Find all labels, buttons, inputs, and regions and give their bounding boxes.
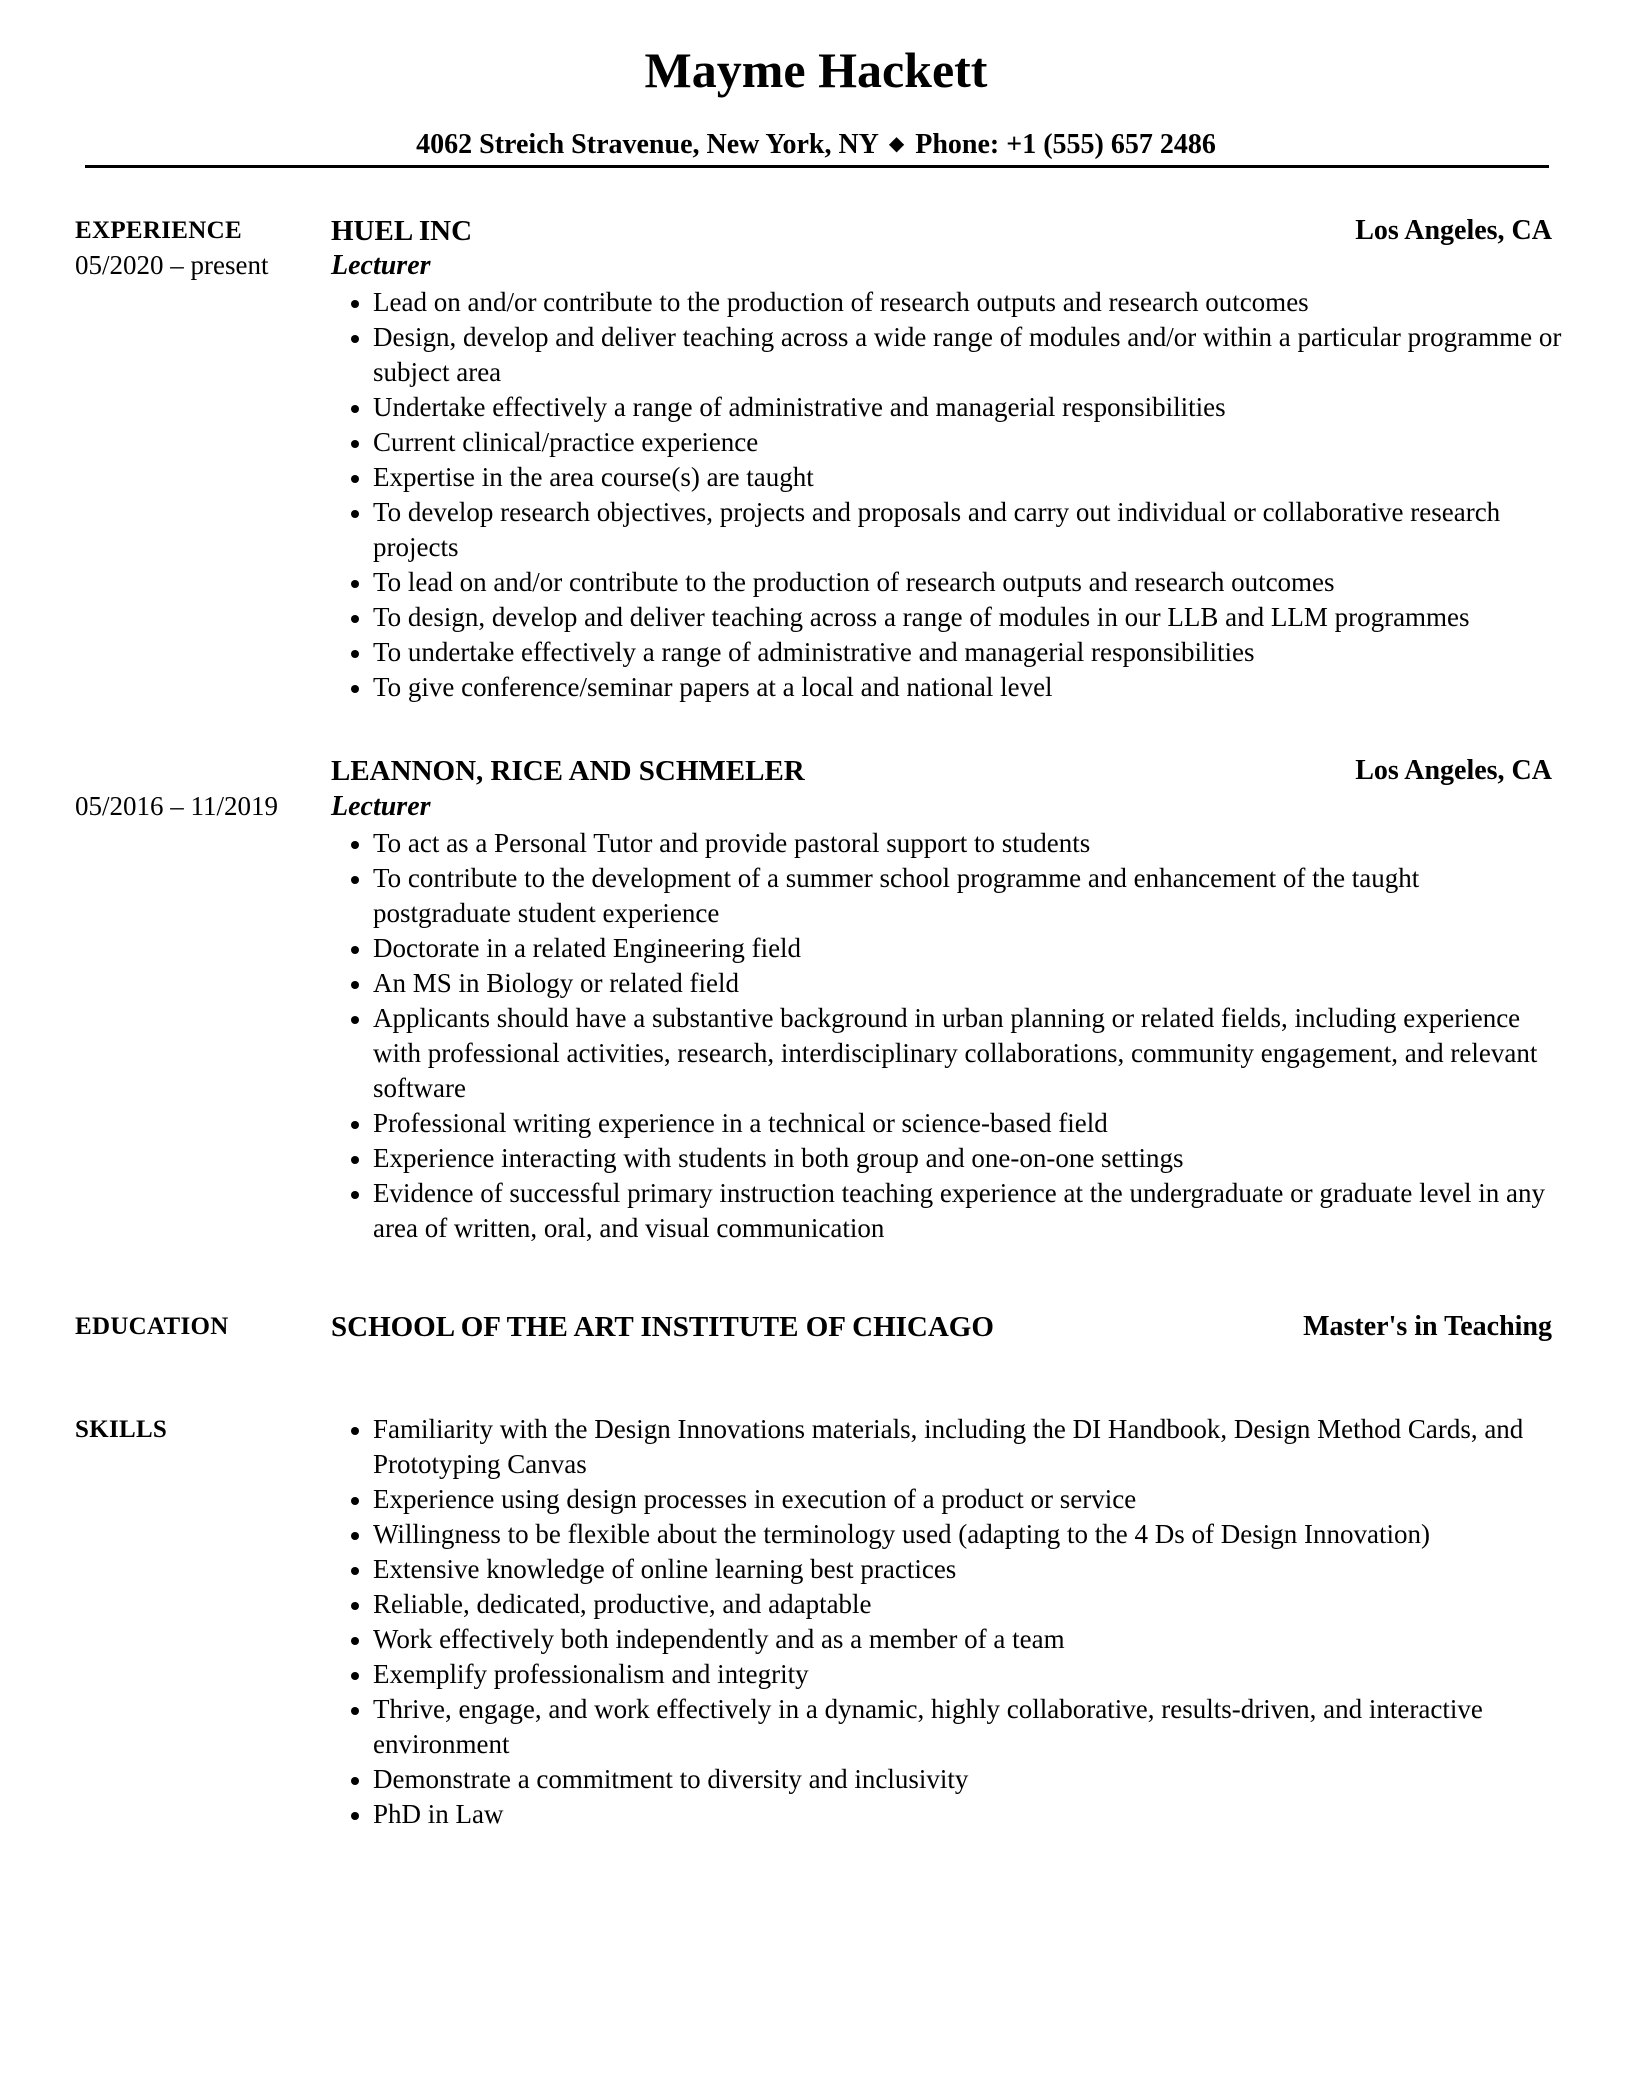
list-item: Applicants should have a substantive background in urban planning or related fields, including experience with professional activities, research, interdisciplinary collaborations, community engagement, and relevant software (373, 1001, 1563, 1106)
skills-bullets (373, 1412, 1563, 1832)
education-section-label: EDUCATION (75, 1313, 229, 1340)
list-item: Work effectively both independently and as a member of a team (373, 1622, 1563, 1657)
list-item: Undertake effectively a range of administrative and managerial responsibilities (373, 390, 1563, 425)
job-1-employer: HUEL INC (331, 215, 473, 247)
job-2-employer: LEANNON, RICE AND SCHMELER (331, 755, 805, 787)
list-item: Reliable, dedicated, productive, and adaptable (373, 1587, 1563, 1622)
diamond-separator-icon: ◆ (888, 133, 905, 155)
list-item: An MS in Biology or related field (373, 966, 1563, 1001)
list-item: Lead on and/or contribute to the production of research outputs and research outcomes (373, 285, 1563, 320)
job-1-bullets (373, 285, 1563, 705)
job-2-dates: 05/2016 – 11/2019 (75, 791, 279, 821)
list-item: Familiarity with the Design Innovations materials, including the DI Handbook, Design Method Cards, and Prototyping Canvas (373, 1412, 1563, 1482)
list-item: Expertise in the area course(s) are taught (373, 460, 1563, 495)
education-degree: Master's in Teaching (1303, 1311, 1552, 1342)
list-item: To undertake effectively a range of administrative and managerial responsibilities (373, 635, 1563, 670)
list-item: To act as a Personal Tutor and provide pastoral support to students (373, 826, 1563, 861)
list-item: To lead on and/or contribute to the production of research outputs and research outcomes (373, 565, 1563, 600)
education-school: SCHOOL OF THE ART INSTITUTE OF CHICAGO (331, 1311, 994, 1343)
job-1-role: Lecturer (331, 250, 431, 281)
list-item: Evidence of successful primary instruction teaching experience at the undergraduate or graduate level in any area of written, oral, and visual communication (373, 1176, 1563, 1246)
job-2-location: Los Angeles, CA (1355, 755, 1552, 786)
header-divider (85, 165, 1549, 168)
list-item: To contribute to the development of a summer school programme and enhancement of the taught postgraduate student experience (373, 861, 1563, 931)
list-item: To give conference/seminar papers at a local and national level (373, 670, 1563, 705)
list-item: Current clinical/practice experience (373, 425, 1563, 460)
list-item: Professional writing experience in a technical or science-based field (373, 1106, 1563, 1141)
list-item: Doctorate in a related Engineering field (373, 931, 1563, 966)
list-item: Exemplify professionalism and integrity (373, 1657, 1563, 1692)
list-item: Thrive, engage, and work effectively in a dynamic, highly collaborative, results-driven, and interactive environment (373, 1692, 1563, 1762)
list-item: Experience using design processes in execution of a product or service (373, 1482, 1563, 1517)
candidate-name: Mayme Hackett (644, 42, 988, 98)
contact-address: 4062 Streich Stravenue, New York, NY (416, 129, 878, 160)
list-item: To design, develop and deliver teaching across a range of modules in our LLB and LLM programmes (373, 600, 1563, 635)
list-item: Experience interacting with students in both group and one-on-one settings (373, 1141, 1563, 1176)
job-2-role: Lecturer (331, 791, 431, 822)
list-item: Willingness to be flexible about the terminology used (adapting to the 4 Ds of Design Innovation) (373, 1517, 1563, 1552)
job-1-dates: 05/2020 – present (75, 250, 269, 280)
list-item: Extensive knowledge of online learning best practices (373, 1552, 1563, 1587)
list-item: To develop research objectives, projects and proposals and carry out individual or collaborative research projects (373, 495, 1563, 565)
experience-section-label: EXPERIENCE (75, 217, 242, 244)
list-item: Design, develop and deliver teaching across a wide range of modules and/or within a particular programme or subject area (373, 320, 1563, 390)
job-2-bullets (373, 826, 1563, 1246)
list-item: PhD in Law (373, 1797, 1563, 1832)
skills-section-label: SKILLS (75, 1416, 168, 1443)
list-item: Demonstrate a commitment to diversity and inclusivity (373, 1762, 1563, 1797)
contact-phone: Phone: +1 (555) 657 2486 (915, 129, 1216, 160)
job-1-location: Los Angeles, CA (1355, 215, 1552, 246)
contact-line (0, 126, 1632, 163)
